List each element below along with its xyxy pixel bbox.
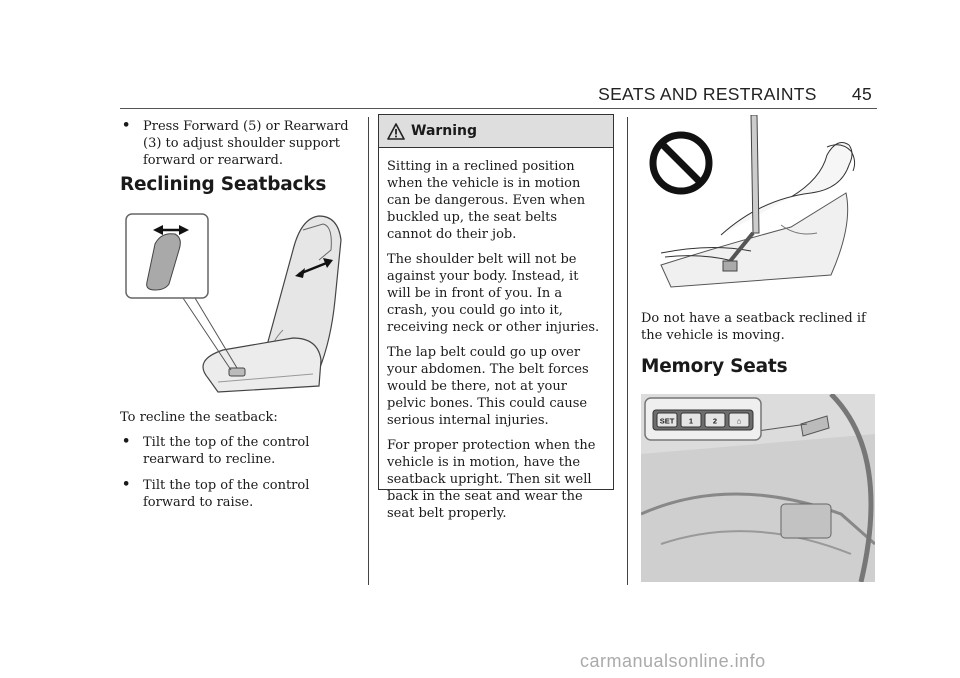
- reclined-passenger-illustration: [641, 115, 865, 289]
- intro-bullet-text: Press Forward (5) or Rearward (3) to adjust shoulder support forward or rearward.: [143, 119, 349, 168]
- column-3-text: [641, 310, 877, 352]
- memory-seat-buttons-illustration: [641, 394, 875, 582]
- warning-paragraph: Sitting in a reclined position when the vehicle is in motion can be dangerous. Even when buckled up, the seat belts cannot do their job.: [387, 159, 586, 242]
- list-item-text: Tilt the top of the control forward to raise.: [143, 478, 310, 510]
- warning-paragraph: The shoulder belt will not be against your body. Instead, it will be in front of you. In a crash, you could go into it, receiving neck or other injuries.: [387, 252, 600, 335]
- warning-box: [378, 114, 614, 521]
- seat-control-illustration: [123, 210, 359, 395]
- memory-button-label: 2: [712, 416, 718, 426]
- column-1: [120, 118, 356, 178]
- warning-body: [379, 148, 613, 522]
- bullet-glyph: •: [122, 434, 131, 449]
- page-number: 45: [851, 84, 872, 104]
- reclining-heading: Reclining Seatbacks: [120, 174, 327, 195]
- watermark: carmanualsonline.info: [580, 651, 766, 671]
- recline-steps: [120, 409, 356, 520]
- memory-button-label: 1: [688, 416, 694, 426]
- warning-paragraph: The lap belt could go up over your abdomen. The belt forces would be there, not at your pelvic bones. This could cause serious internal injuries.: [387, 345, 589, 428]
- recline-lead: To recline the seatback:: [120, 410, 278, 425]
- column-divider-1: [368, 117, 369, 585]
- header-rule: [120, 108, 877, 109]
- section-title: SEATS AND RESTRAINTS: [598, 84, 817, 104]
- recline-caution-text: Do not have a seatback reclined if the vehicle is moving.: [641, 311, 866, 343]
- intro-bullet: [120, 118, 356, 169]
- list-item: [120, 434, 356, 468]
- list-item-text: Tilt the top of the control rearward to recline.: [143, 435, 310, 467]
- bullet-glyph: •: [122, 477, 131, 492]
- warning-title: Warning: [411, 123, 478, 139]
- warning-header: [379, 115, 613, 148]
- warning-paragraph: For proper protection when the vehicle is in motion, have the seatback upright. Then sit well back in the seat and wear the seat belt properly.: [387, 438, 596, 521]
- memory-seats-heading: Memory Seats: [641, 356, 788, 377]
- column-divider-2: [627, 117, 628, 585]
- warning-triangle-icon: [387, 123, 405, 140]
- page-header: [598, 84, 872, 105]
- memory-button-label: ⌂: [736, 416, 742, 426]
- memory-button-label: SET: [659, 416, 675, 426]
- list-item: [120, 477, 356, 511]
- bullet-glyph: •: [122, 118, 131, 133]
